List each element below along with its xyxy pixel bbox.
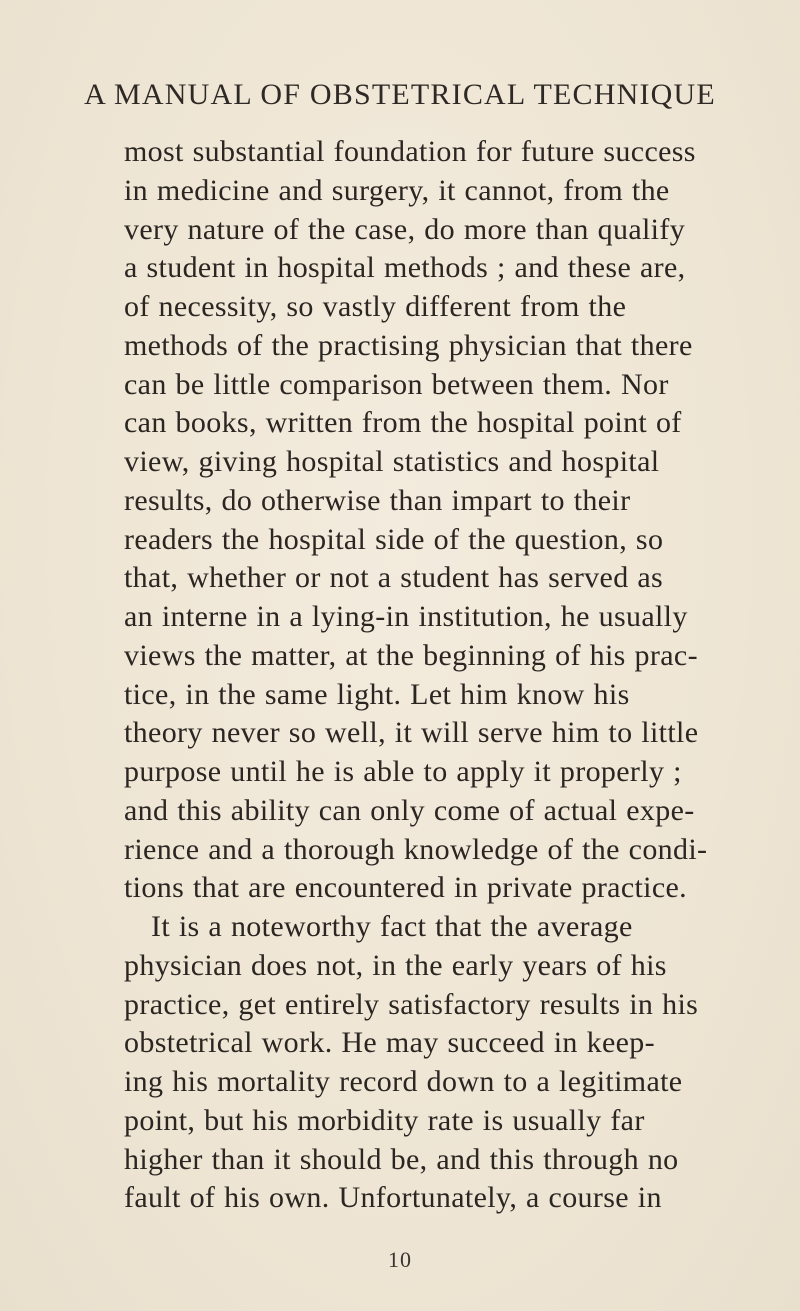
text-line: theory never so well, it will serve him to little xyxy=(124,716,699,750)
text-line: results, do otherwise than impart to their xyxy=(124,483,631,517)
text-line: point, but his morbidity rate is usually far xyxy=(124,1103,645,1137)
text-line: very nature of the case, do more than qualify xyxy=(124,212,686,246)
page-number: 10 xyxy=(388,1247,412,1272)
text-line: tice, in the same light. Let him know his xyxy=(124,677,630,711)
text-line: that, whether or not a student has served as xyxy=(124,561,664,595)
text-line: can be little comparison between them. Nor xyxy=(124,367,669,401)
text-line: in medicine and surgery, it cannot, from the xyxy=(124,173,670,207)
text-line: ing his mortality record down to a legitimate xyxy=(124,1065,683,1098)
text-line: physician does not, in the early years of his xyxy=(124,948,667,982)
text-line: readers the hospital side of the question, so xyxy=(124,522,664,556)
text-line: methods of the practising physician that there xyxy=(124,328,693,362)
text-line: view, giving hospital statistics and hospital xyxy=(124,445,660,478)
text-line: tions that are encountered in private practice. xyxy=(124,871,688,905)
text-line: practice, get entirely satisfactory results in his xyxy=(124,987,699,1021)
text-line: and this ability can only come of actual expe- xyxy=(124,793,695,827)
text-line: an interne in a lying-in institution, he usually xyxy=(124,600,688,633)
text-line: a student in hospital methods ; and these are, xyxy=(124,251,686,285)
paragraph-start-line: It is a noteworthy fact that the average xyxy=(151,910,633,943)
text-line: fault of his own. Unfortunately, a course in xyxy=(124,1181,662,1215)
text-line: purpose until he is able to apply it properly ; xyxy=(124,755,682,788)
text-line: of necessity, so vastly different from the xyxy=(124,290,627,323)
text-line: most substantial foundation for future success xyxy=(124,135,696,168)
body-text xyxy=(124,133,774,1218)
text-line: views the matter, at the beginning of his prac- xyxy=(124,638,698,672)
text-line: can books, written from the hospital point of xyxy=(124,406,682,440)
text-line: higher than it should be, and this through no xyxy=(124,1142,679,1176)
text-line: obstetrical work. He may succeed in keep- xyxy=(124,1026,655,1060)
running-head: A MANUAL OF OBSTETRICAL TECHNIQUE xyxy=(84,78,716,111)
text-line: rience and a thorough knowledge of the condi- xyxy=(124,832,708,866)
